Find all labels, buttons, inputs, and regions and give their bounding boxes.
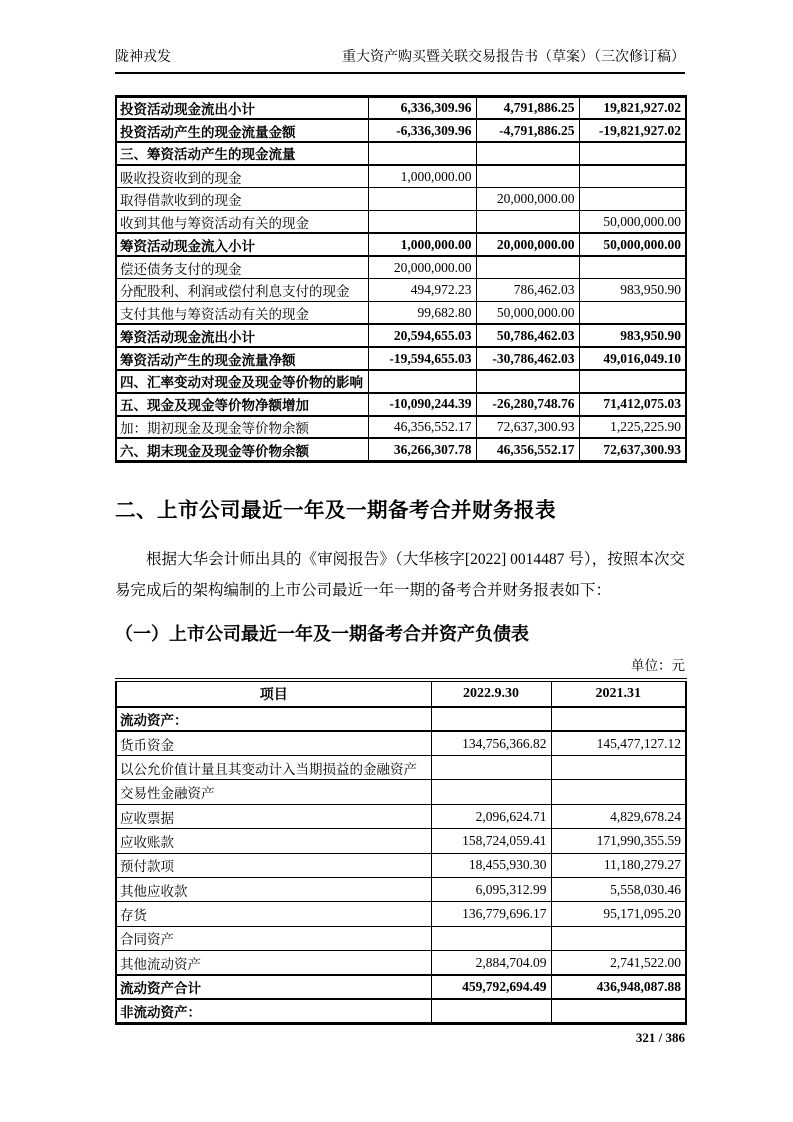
row-value: 95,171,095.20 (551, 902, 686, 926)
row-value (579, 165, 686, 188)
row-value: -6,336,309.96 (368, 119, 476, 142)
balance-sheet-table (115, 678, 687, 1026)
row-label: 加：期初现金及现金等价物余额 (116, 416, 368, 439)
table-row (116, 210, 686, 233)
table-row (116, 438, 686, 461)
row-label: 五、现金及现金等价物净额增加 (116, 393, 368, 416)
row-value: -30,786,462.03 (476, 347, 579, 370)
row-value: 6,095,312.99 (431, 877, 551, 901)
table-row (116, 324, 686, 347)
row-value (579, 188, 686, 211)
row-value (476, 256, 579, 279)
row-value: 50,000,000.00 (579, 210, 686, 233)
unit-label: 单位：元 (631, 657, 685, 673)
row-value: 5,558,030.46 (551, 877, 686, 901)
table-row (116, 119, 686, 142)
row-label: 筹资活动现金流入小计 (116, 233, 368, 256)
row-value (476, 142, 579, 165)
header-row (116, 680, 686, 707)
row-value: 36,266,307.78 (368, 438, 476, 461)
row-label: 应收账款 (116, 829, 431, 853)
row-value: 20,000,000.00 (476, 233, 579, 256)
row-value: 71,412,075.03 (579, 393, 686, 416)
row-value: -19,594,655.03 (368, 347, 476, 370)
subsection-title: （一）上市公司最近一年及一期备考合并资产负债表 (115, 623, 529, 645)
row-value (368, 370, 476, 393)
row-label: 合同资产 (116, 926, 431, 950)
row-value: -4,791,886.25 (476, 119, 579, 142)
row-value: 134,756,366.82 (431, 731, 551, 755)
cashflow-table-body (116, 97, 686, 462)
table-row (116, 416, 686, 439)
table-row (116, 233, 686, 256)
row-value: 50,786,462.03 (476, 324, 579, 347)
row-value: 20,000,000.00 (368, 256, 476, 279)
row-label: 其他应收款 (116, 877, 431, 901)
section-paragraph: 根据大华会计师出具的《审阅报告》（大华核字[2022] 0014487 号），按照本次交易完成后的架构编制的上市公司最近一年一期的备考合并财务报表如下： (115, 550, 685, 599)
row-label: 分配股利、利润或偿付利息支付的现金 (116, 279, 368, 302)
row-value (551, 999, 686, 1023)
table-row (116, 97, 686, 120)
row-value: 11,180,279.27 (551, 853, 686, 877)
row-value: 20,594,655.03 (368, 324, 476, 347)
row-value (476, 210, 579, 233)
row-value: -19,821,927.02 (579, 119, 686, 142)
row-value: 1,000,000.00 (368, 233, 476, 256)
row-value (431, 780, 551, 804)
section-title: 二、上市公司最近一年及一期备考合并财务报表 (115, 497, 556, 522)
row-value (431, 707, 551, 731)
row-label: 吸收投资收到的现金 (116, 165, 368, 188)
table-row (116, 780, 686, 804)
table-row (116, 279, 686, 302)
balance-sheet-header (116, 680, 686, 707)
row-value: 4,829,678.24 (551, 804, 686, 828)
cashflow-statement-table (115, 95, 687, 463)
row-label: 交易性金融资产 (116, 780, 431, 804)
row-label: 应收票据 (116, 804, 431, 828)
row-label: 支付其他与筹资活动有关的现金 (116, 302, 368, 325)
row-value: 2,741,522.00 (551, 951, 686, 975)
page-number: 321 / 386 (635, 1030, 685, 1046)
table-row (116, 756, 686, 780)
row-value: 6,336,309.96 (368, 97, 476, 120)
row-value: 786,462.03 (476, 279, 579, 302)
row-label: 货币资金 (116, 731, 431, 755)
row-value: -10,090,244.39 (368, 393, 476, 416)
table-row (116, 951, 686, 975)
table-row (116, 188, 686, 211)
row-value: 171,990,355.59 (551, 829, 686, 853)
table-row (116, 393, 686, 416)
header-company-name: 陇神戎发 (115, 50, 171, 65)
row-value: 136,779,696.17 (431, 902, 551, 926)
row-value: -26,280,748.76 (476, 393, 579, 416)
row-value: 494,972.23 (368, 279, 476, 302)
row-value: 46,356,552.17 (476, 438, 579, 461)
row-value: 20,000,000.00 (476, 188, 579, 211)
column-header: 项目 (116, 680, 431, 707)
row-label: 流动资产合计 (116, 975, 431, 999)
row-label: 取得借款收到的现金 (116, 188, 368, 211)
column-header: 2022.9.30 (431, 680, 551, 707)
row-value: 145,477,127.12 (551, 731, 686, 755)
row-value: 459,792,694.49 (431, 975, 551, 999)
row-value: 50,000,000.00 (579, 233, 686, 256)
row-value: 983,950.90 (579, 324, 686, 347)
row-value (579, 302, 686, 325)
row-label: 预付款项 (116, 853, 431, 877)
row-value (431, 926, 551, 950)
table-row (116, 142, 686, 165)
row-label: 其他流动资产 (116, 951, 431, 975)
row-label: 投资活动产生的现金流量金额 (116, 119, 368, 142)
row-label: 存货 (116, 902, 431, 926)
table-row (116, 926, 686, 950)
row-value (368, 210, 476, 233)
row-label: 筹资活动现金流出小计 (116, 324, 368, 347)
row-label: 收到其他与筹资活动有关的现金 (116, 210, 368, 233)
row-value (551, 707, 686, 731)
row-value (431, 999, 551, 1023)
row-label: 四、汇率变动对现金及现金等价物的影响 (116, 370, 368, 393)
table-row (116, 165, 686, 188)
row-label: 投资活动现金流出小计 (116, 97, 368, 120)
row-value (551, 926, 686, 950)
column-header: 2021.31 (551, 680, 686, 707)
table-row (116, 731, 686, 755)
row-value (551, 756, 686, 780)
row-value: 983,950.90 (579, 279, 686, 302)
row-value: 2,096,624.71 (431, 804, 551, 828)
table-row (116, 877, 686, 901)
row-value: 4,791,886.25 (476, 97, 579, 120)
row-value: 2,884,704.09 (431, 951, 551, 975)
row-value: 1,000,000.00 (368, 165, 476, 188)
row-label: 非流动资产： (116, 999, 431, 1023)
row-value: 436,948,087.88 (551, 975, 686, 999)
table-row (116, 829, 686, 853)
row-value: 46,356,552.17 (368, 416, 476, 439)
table-row (116, 302, 686, 325)
row-label: 偿还债务支付的现金 (116, 256, 368, 279)
table-row (116, 804, 686, 828)
row-value (368, 142, 476, 165)
table-row (116, 370, 686, 393)
row-value: 72,637,300.93 (476, 416, 579, 439)
row-value (368, 188, 476, 211)
page-header (115, 46, 685, 74)
row-value: 1,225,225.90 (579, 416, 686, 439)
table-row (116, 853, 686, 877)
table-row (116, 902, 686, 926)
row-value (579, 256, 686, 279)
row-value (579, 370, 686, 393)
row-value (551, 780, 686, 804)
row-label: 三、筹资活动产生的现金流量 (116, 142, 368, 165)
row-value: 18,455,930.30 (431, 853, 551, 877)
row-value (476, 165, 579, 188)
row-value: 158,724,059.41 (431, 829, 551, 853)
row-value: 72,637,300.93 (579, 438, 686, 461)
row-value (476, 370, 579, 393)
table-row (116, 999, 686, 1023)
row-value (579, 142, 686, 165)
row-label: 六、期末现金及现金等价物余额 (116, 438, 368, 461)
row-value: 49,016,049.10 (579, 347, 686, 370)
table-row (116, 707, 686, 731)
table-row (116, 256, 686, 279)
header-document-title: 重大资产购买暨关联交易报告书（草案）（三次修订稿） (342, 50, 685, 65)
balance-sheet-body (116, 707, 686, 1024)
table-row (116, 975, 686, 999)
row-label: 以公允价值计量且其变动计入当期损益的金融资产 (116, 756, 431, 780)
row-value: 99,682.80 (368, 302, 476, 325)
row-value: 19,821,927.02 (579, 97, 686, 120)
table-row (116, 347, 686, 370)
row-label: 流动资产： (116, 707, 431, 731)
row-value: 50,000,000.00 (476, 302, 579, 325)
row-label: 筹资活动产生的现金流量净额 (116, 347, 368, 370)
row-value (431, 756, 551, 780)
